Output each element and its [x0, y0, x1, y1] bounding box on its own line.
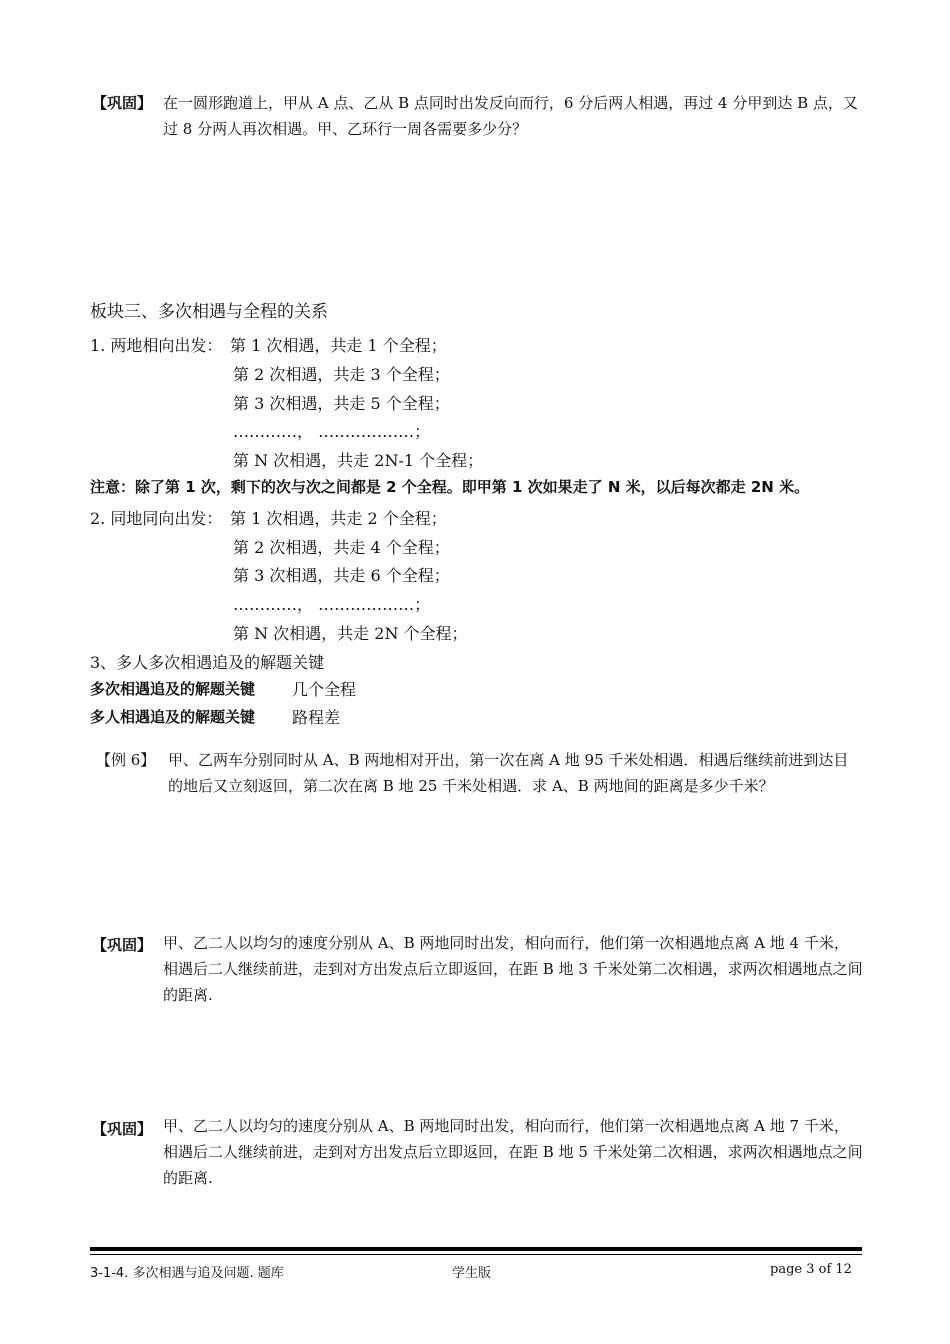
subsection-2-line: 第 1 次相遇，共走 2 个全程；	[230, 509, 447, 528]
subsection-1-line: 第 1 次相遇，共走 1 个全程；	[230, 336, 447, 355]
problem-tag: 【巩固】	[92, 936, 153, 954]
subsection-1-line: …………， ………………；	[233, 422, 431, 441]
problem-text: 甲、乙二人以均匀的速度分别从 A、B 两地同时出发，相向而行，他们第一次相遇地点离 A 地 4 千米，相遇后二人继续前进，走到对方出发点后立即返回，在距 B 地 3 千米处第二次相遇，求两次相遇地点之间的距离.	[163, 934, 863, 1004]
footer-doc-title: 3-1-4. 多次相遇与追及问题. 题库	[90, 1266, 284, 1281]
subsection-1-label: 1. 两地相向出发：	[90, 336, 223, 355]
note-text: 注意：除了第 1 次，剩下的次与次之间都是 2 个全程。即甲第 1 次如果走了 N 米，以后每次都走 2N 米。	[90, 478, 810, 496]
subsection-2-label: 2. 同地同向出发：	[90, 509, 223, 528]
key-label: 多次相遇追及的解题关键	[90, 680, 256, 698]
example-tag: 【例 6】	[96, 751, 156, 769]
subsection-1-line: 第 2 次相遇，共走 3 个全程；	[233, 365, 450, 384]
key-value: 几个全程	[292, 680, 357, 699]
section-title: 板块三、多次相遇与全程的关系	[90, 302, 328, 322]
footer-page-number: page 3 of 12	[770, 1262, 852, 1277]
subsection-2-line: …………， ………………；	[233, 595, 431, 614]
subsection-2-line: 第 3 次相遇，共走 6 个全程；	[233, 566, 450, 585]
subsection-3-title: 3、多人多次相遇追及的解题关键	[90, 653, 325, 672]
key-label: 多人相遇追及的解题关键	[90, 708, 256, 726]
problem-tag: 【巩固】	[92, 1120, 153, 1138]
footer-rule-thin	[90, 1254, 862, 1255]
subsection-1-line: 第 N 次相遇，共走 2N-1 个全程；	[233, 451, 484, 470]
footer-rule-thick	[90, 1247, 862, 1251]
example-text: 甲、乙两车分别同时从 A、B 两地相对开出，第一次在离 A 地 95 千米处相遇．相遇后继续前进到达目的地后又立刻返回，第二次在离 B 地 25 千米处相遇．求 A、B 两地间的距离是多少千米？	[168, 751, 849, 795]
subsection-1-line: 第 3 次相遇，共走 5 个全程；	[233, 394, 450, 413]
problem-text: 在一圆形跑道上，甲从 A 点、乙从 B 点同时出发反向而行，6 分后两人相遇，再过 4 分甲到达 B 点，又过 8 分两人再次相遇。甲、乙环行一周各需要多少分？	[163, 94, 858, 138]
footer-edition: 学生版	[452, 1266, 492, 1281]
problem-text: 甲、乙二人以均匀的速度分别从 A、B 两地同时出发，相向而行，他们第一次相遇地点离 A 地 7 千米，相遇后二人继续前进，走到对方出发点后立即返回，在距 B 地 5 千米处第二次相遇，求两次相遇地点之间的距离.	[163, 1117, 863, 1187]
subsection-2-line: 第 2 次相遇，共走 4 个全程；	[233, 538, 450, 557]
subsection-2-line: 第 N 次相遇，共走 2N 个全程；	[233, 624, 468, 643]
key-value: 路程差	[292, 708, 341, 727]
problem-tag: 【巩固】	[92, 94, 153, 112]
